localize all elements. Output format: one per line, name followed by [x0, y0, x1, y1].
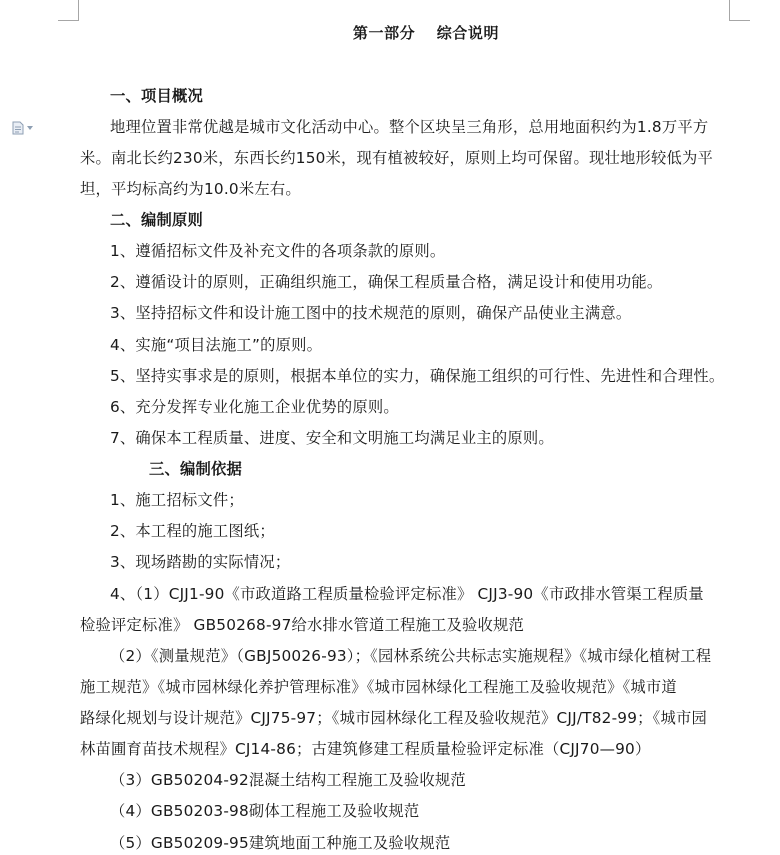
- list-item-continuation: 施工规范》《城市园林绿化养护管理标准》《城市园林绿化工程施工及验收规范》《城市道: [80, 678, 677, 696]
- list-item: （4）GB50203-98砌体工程施工及验收规范: [110, 802, 420, 820]
- list-item: （2）《测量规范》（GBJ50026-93）；《园林系统公共标志实施规程》《城市绿化植树工程: [110, 647, 712, 665]
- section-heading-principles: 二、编制原则: [110, 211, 203, 229]
- page-title: 第一部分 综合说明: [352, 24, 500, 42]
- list-item: 2、本工程的施工图纸；: [110, 522, 275, 540]
- document-icon: [12, 121, 24, 135]
- list-item: 3、现场踏勘的实际情况；: [110, 553, 291, 571]
- list-item: 1、遵循招标文件及补充文件的各项条款的原则。: [110, 242, 446, 260]
- section-heading-basis: 三、编制依据: [149, 460, 242, 478]
- paragraph-line: 坦，平均标高约为10.0米左右。: [80, 180, 301, 198]
- list-item: 6、充分发挥专业化施工企业优势的原则。: [110, 398, 399, 416]
- crop-mark-top-left: [58, 0, 79, 21]
- list-item: 7、确保本工程质量、进度、安全和文明施工均满足业主的原则。: [110, 429, 554, 447]
- list-item: 1、施工招标文件；: [110, 491, 244, 509]
- list-item: 2、遵循设计的原则，正确组织施工，确保工程质量合格，满足设计和使用功能。: [110, 273, 663, 291]
- crop-mark-top-right: [729, 0, 750, 21]
- list-item: （5）GB50209-95建筑地面工种施工及验收规范: [110, 834, 451, 852]
- paragraph-line: 米。南北长约230米，东西长约150米，现有植被较好，原则上均可保留。现壮地形较低为平: [80, 149, 713, 167]
- paragraph-line: 地理位置非常优越是城市文化活动中心。整个区块呈三角形，总用地面积约为1.8万平方: [110, 118, 709, 136]
- list-item-continuation: 检验评定标准》 GB50268-97给水排水管道工程施工及验收规范: [80, 616, 524, 634]
- section-heading-overview: 一、项目概况: [110, 87, 203, 105]
- list-item: （3）GB50204-92混凝土结构工程施工及验收规范: [110, 771, 466, 789]
- document-dropdown-icon[interactable]: [12, 121, 33, 135]
- list-item-continuation: 林苗圃育苗技术规程》CJ14-86；古建筑修建工程质量检验评定标准（CJJ70—90）: [80, 740, 651, 758]
- list-item: 3、坚持招标文件和设计施工图中的技术规范的原则，确保产品使业主满意。: [110, 304, 632, 322]
- chevron-down-icon: [27, 126, 33, 130]
- list-item: 4、实施“项目法施工”的原则。: [110, 336, 323, 354]
- list-item: 4、（1）CJJ1-90《市政道路工程质量检验评定标准》 CJJ3-90《市政排水管渠工程质量: [110, 585, 704, 603]
- list-item: 5、坚持实事求是的原则，根据本单位的实力，确保施工组织的可行性、先进性和合理性。: [110, 367, 725, 385]
- list-item-continuation: 路绿化规划与设计规范》CJJ75-97；《城市园林绿化工程及验收规范》CJJ/T82-99；《城市园: [80, 709, 708, 727]
